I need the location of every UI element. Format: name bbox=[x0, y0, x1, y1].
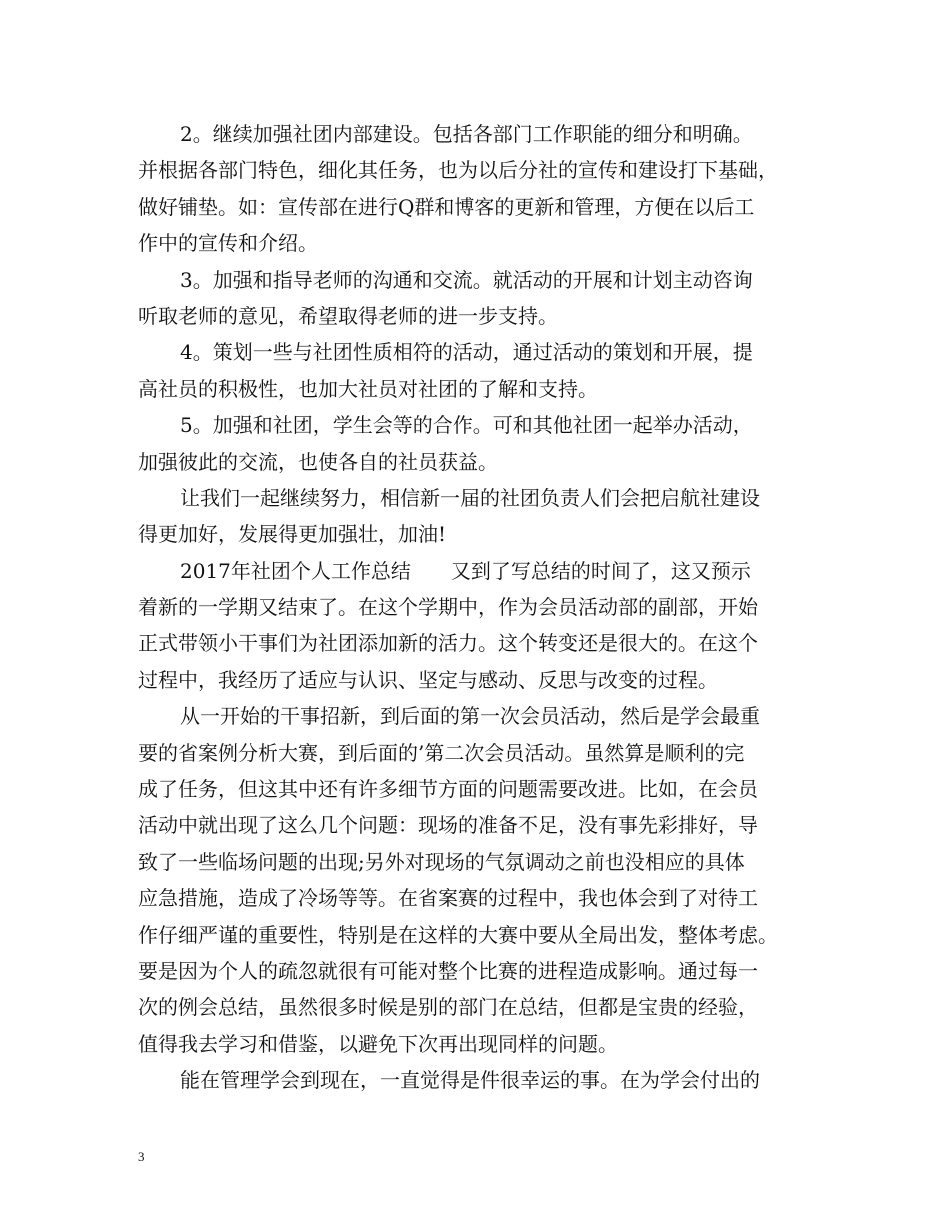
text-line: 4。策划一些与社团性质相符的活动，通过活动的策划和开展，提 bbox=[180, 340, 753, 365]
text-line: 正式带领小干事们为社团添加新的活力。这个转变还是很大的。在这个 bbox=[138, 631, 758, 656]
text-line: 作中的宣传和介绍。 bbox=[138, 231, 318, 256]
text-line: 5。加强和社团，学生会等的合作。可和其他社团一起举办活动， bbox=[180, 413, 753, 438]
document-body bbox=[138, 116, 838, 1099]
text-line: 2017年社团个人工作总结 又到了写总结的时间了，这又预示 bbox=[180, 558, 751, 583]
text-line: 并根据各部门特色，细化其任务，也为以后分社的宣传和建设打下基础， bbox=[138, 158, 778, 183]
text-line: 得更加好，发展得更加强壮，加油! bbox=[138, 522, 447, 547]
text-line: 次的例会总结，虽然很多时候是别的部门在总结，但都是宝贵的经验， bbox=[138, 995, 758, 1020]
text-line: 3。加强和指导老师的沟通和交流。就活动的开展和计划主动咨询 bbox=[180, 267, 753, 292]
text-line: 要是因为个人的疏忽就很有可能对整个比赛的进程造成影响。通过每一 bbox=[138, 958, 758, 983]
text-line: 做好铺垫。如：宣传部在进行Q群和博客的更新和管理，方便在以后工 bbox=[138, 194, 755, 219]
text-line: 加强彼此的交流，也使各自的社员获益。 bbox=[138, 449, 498, 474]
text-line: 听取老师的意见，希望取得老师的进一步支持。 bbox=[138, 303, 558, 328]
text-line: 作仔细严谨的重要性，特别是在这样的大赛中要从全局出发，整体考虑。 bbox=[138, 922, 778, 947]
text-line: 致了一些临场问题的出现;另外对现场的气氛调动之前也没相应的具体 bbox=[138, 849, 745, 874]
text-line: 过程中，我经历了适应与认识、坚定与感动、反思与改变的过程。 bbox=[138, 667, 718, 692]
text-line: 着新的一学期又结束了。在这个学期中，作为会员活动部的副部，开始 bbox=[138, 595, 758, 620]
page-number: 3 bbox=[138, 1149, 145, 1164]
text-line: 高社员的积极性，也加大社员对社团的了解和支持。 bbox=[138, 376, 598, 401]
text-line: 要的省案例分析大赛，到后面的’第二次会员活动。虽然算是顺利的完 bbox=[138, 740, 745, 765]
text-line: 应急措施，造成了冷场等等。在省案赛的过程中，我也体会到了对待工 bbox=[138, 886, 758, 911]
text-line: 能在管理学会到现在，一直觉得是件很幸运的事。在为学会付出的 bbox=[180, 1068, 760, 1093]
text-line: 从一开始的干事招新，到后面的第一次会员活动，然后是学会最重 bbox=[180, 704, 760, 729]
text-line: 活动中就出现了这么几个问题：现场的准备不足，没有事先彩排好，导 bbox=[138, 813, 758, 838]
text-line: 成了任务，但这其中还有许多细节方面的问题需要改进。比如，在会员 bbox=[138, 777, 758, 802]
text-line: 2。继续加强社团内部建设。包括各部门工作职能的细分和明确。 bbox=[180, 122, 753, 146]
text-line: 让我们一起继续努力，相信新一届的社团负责人们会把启航社建设 bbox=[180, 485, 760, 510]
text-line: 值得我去学习和借鉴，以避免下次再出现同样的问题。 bbox=[138, 1031, 618, 1056]
